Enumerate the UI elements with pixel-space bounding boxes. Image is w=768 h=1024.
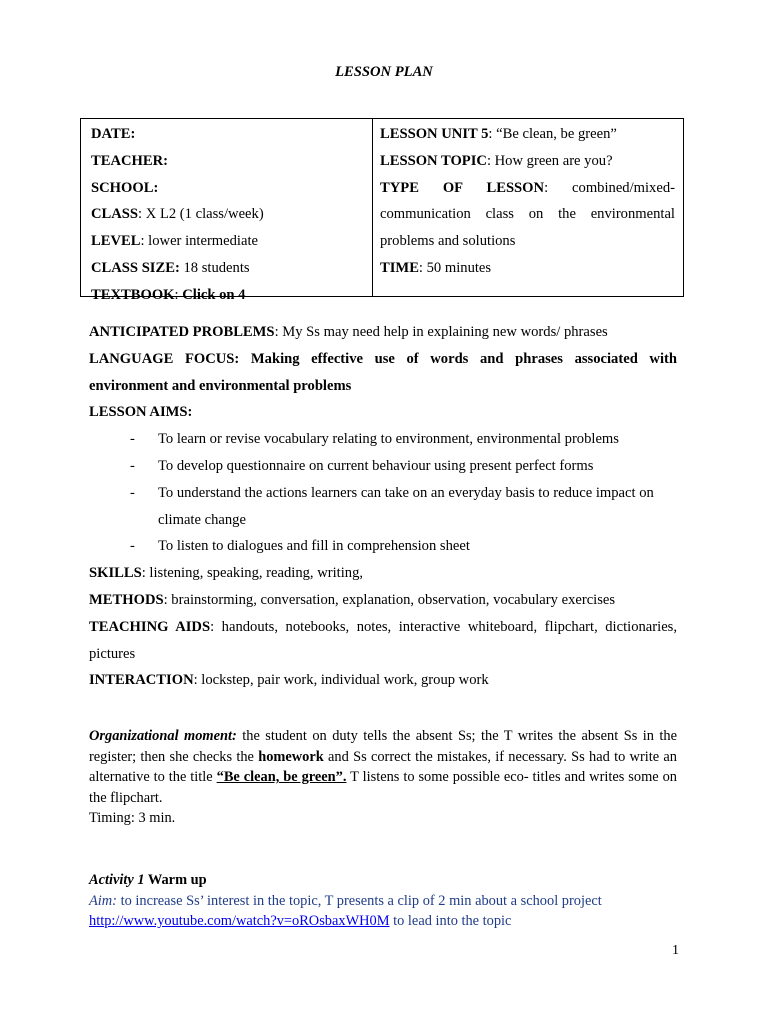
class-label: CLASS: [91, 206, 139, 223]
class-size-label: CLASS SIZE:: [91, 259, 180, 276]
page-number: 1: [672, 943, 679, 958]
level-value: : lower intermediate: [140, 233, 258, 250]
topic-label: LESSON TOPIC: [380, 152, 487, 169]
class-value: : X L2 (1 class/week): [138, 206, 264, 223]
topic-row: [380, 148, 675, 175]
school-label: SCHOOL:: [91, 179, 159, 196]
time-label: TIME: [380, 259, 419, 276]
lesson-aims-heading: [89, 399, 677, 426]
class-size-row: [91, 255, 372, 282]
activity-1: [89, 870, 689, 932]
language-focus-value: Making effective use of words and phrases associated with environment and environmental problems: [89, 350, 677, 394]
type-value-1: : combined/mixed-: [544, 179, 675, 196]
school-row: [91, 175, 372, 202]
teaching-aids-value: : handouts, notebooks, notes, interactive whiteboard, flipchart, dictionaries, pictures: [89, 618, 677, 662]
interaction-value: : lockstep, pair work, individual work, group work: [193, 672, 489, 689]
timing: Timing: 3 min.: [89, 810, 176, 826]
level-label: LEVEL: [91, 233, 141, 250]
info-column-left: [81, 119, 373, 303]
link-after-text: to lead into the topic: [389, 913, 512, 929]
activity-1-aim: [89, 891, 689, 912]
list-item: [130, 533, 677, 560]
list-item: [130, 453, 677, 480]
anticipated-value: : My Ss may need help in explaining new words/ phrases: [274, 324, 608, 340]
dash-bullet-icon: -: [130, 484, 135, 501]
aim-text: To listen to dialogues and fill in comprehension sheet: [158, 538, 470, 555]
aim-text: To develop questionnaire on current behaviour using present perfect forms: [158, 457, 594, 474]
textbook-name: Click on 4: [182, 286, 246, 303]
skills-value: : listening, speaking, reading, writing,: [141, 565, 364, 582]
list-item: [130, 480, 677, 534]
type-label: TYPE OF LESSON: [380, 179, 545, 196]
page-title: LESSON PLAN: [335, 64, 433, 80]
methods-value: : brainstorming, conversation, explanation, observation, vocabulary exercises: [163, 591, 616, 608]
lesson-info-table: [80, 118, 684, 303]
interaction: [89, 667, 677, 694]
dash-bullet-icon: -: [130, 431, 135, 448]
class-size-value: 18 students: [179, 259, 250, 276]
skills: [89, 560, 677, 587]
title-quote: “Be clean, be green”.: [216, 769, 347, 785]
language-focus: [89, 346, 677, 400]
type-row: [380, 175, 675, 202]
homework-word: homework: [258, 748, 324, 765]
interaction-label: INTERACTION: [89, 672, 194, 689]
organizational-moment: [89, 726, 677, 829]
organizational-text-3: T listens to some possible eco- titles and writes some on the flipchart.: [89, 769, 677, 806]
anticipated-label: ANTICIPATED PROBLEMS: [89, 324, 275, 340]
aim-text: To learn or revise vocabulary relating to environment, environmental problems: [158, 431, 619, 448]
dash-bullet-icon: -: [130, 457, 135, 474]
level-row: [91, 228, 372, 255]
unit-row: [380, 121, 675, 148]
dash-bullet-icon: -: [130, 538, 135, 555]
time-row: [380, 255, 675, 282]
unit-value: : “Be clean, be green”: [488, 126, 617, 142]
language-focus-label: LANGUAGE FOCUS:: [89, 350, 240, 367]
activity-1-name: Warm up: [144, 872, 207, 888]
unit-label: LESSON UNIT 5: [380, 126, 489, 142]
teacher-row: [91, 148, 372, 175]
time-value: : 50 minutes: [418, 259, 492, 276]
methods: [89, 587, 677, 614]
aim-text: to increase Ss’ interest in the topic, T presents a clip of 2 min about a school project: [116, 892, 602, 909]
aim-label: Aim:: [89, 892, 117, 909]
type-row-3: [380, 228, 675, 255]
activity-1-heading: [89, 870, 689, 891]
textbook-label: TEXTBOOK: [91, 286, 175, 303]
date-row: [91, 121, 372, 148]
date-label: DATE:: [91, 126, 136, 142]
type-row-2: [380, 201, 675, 228]
type-value-3: problems and solutions: [380, 233, 516, 250]
aim-text: To understand the actions learners can take on an everyday basis to reduce impact on climate change: [158, 484, 654, 528]
teaching-aids-label: TEACHING AIDS: [89, 618, 211, 635]
teaching-aids: [89, 614, 677, 668]
textbook-row: [91, 282, 372, 309]
lesson-details: [89, 319, 677, 694]
textbook-separator: :: [174, 286, 183, 303]
class-row: [91, 201, 372, 228]
list-item: [130, 426, 677, 453]
activity-1-label: Activity 1: [89, 872, 145, 888]
topic-value: : How green are you?: [486, 152, 613, 169]
info-column-right: [373, 119, 683, 296]
skills-label: SKILLS: [89, 565, 142, 582]
teacher-label: TEACHER:: [91, 152, 169, 169]
lesson-aims-label: LESSON AIMS:: [89, 404, 193, 421]
activity-1-link-line: [89, 911, 689, 932]
organizational-label: Organizational moment:: [89, 728, 237, 744]
methods-label: METHODS: [89, 591, 164, 608]
organizational-text-2: and Ss correct the mistakes, if necessary. Ss had to write an alternative to the title: [89, 748, 677, 785]
youtube-link[interactable]: http://www.youtube.com/watch?v=oROsbaxWH0M: [89, 913, 390, 929]
lesson-aims-list: [89, 426, 677, 560]
type-value-2: communication class on the environmental: [380, 206, 675, 223]
organizational-text-1: the student on duty tells the absent Ss; the T writes the absent Ss in the register; then she checks the: [89, 728, 677, 765]
organizational-paragraph: [89, 726, 677, 808]
anticipated-problems: [89, 319, 677, 346]
